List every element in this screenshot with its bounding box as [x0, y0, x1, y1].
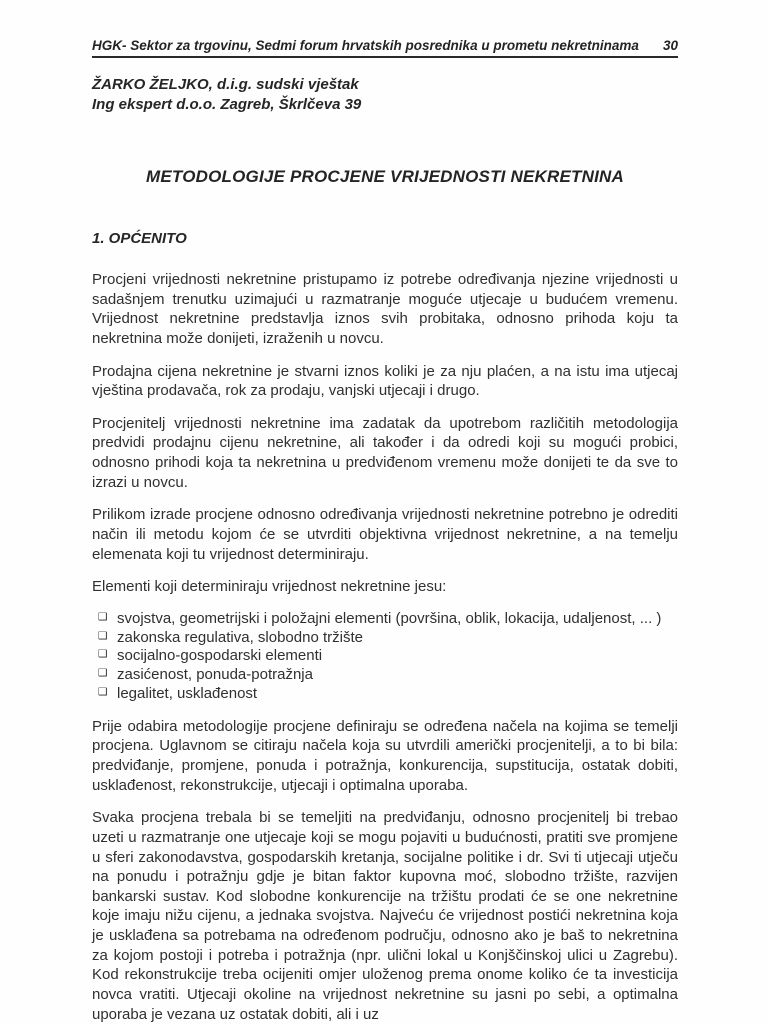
list-item-text: svojstva, geometrijski i položajni elementi (površina, oblik, lokacija, udaljenost, ... ) — [117, 609, 662, 627]
list-intro: Elementi koji determiniraju vrijednost nekretnine jesu: — [92, 578, 447, 596]
paragraph-3: Procjenitelj vrijednosti nekretnine ima zadatak da upotrebom različitih metodologija predvidi prodajnu cijenu nekretnine, ali također i da odredi koji su mogući probici, odnosno prihodi koja ta nekretnina u predviđenom vremenu može donijeti te da sve to izrazi u novcu. — [92, 414, 678, 491]
paragraph-1: Procjeni vrijednosti nekretnine pristupamo iz potrebe određivanja njezine vrijednosti u sadašnjem trenutku uzimajući u razmatranje moguće utjecaje u budućem vremenu. Vrijednost nekretnine predstavlja iznos svih probitaka, odnosno prihoda koju ta nekretnina može donijeti, izraženih u novcu. — [92, 271, 678, 347]
body-copy — [92, 270, 678, 1024]
square-bullet-icon: ❑ — [98, 629, 108, 642]
running-header — [92, 38, 678, 58]
paragraph-6: Svaka procjena trebala bi se temeljiti na predviđanju, odnosno procjenitelj bi trebao uzeti u razmatranje one utjecaje koji se mogu pojaviti u budućnosti, pratiti sve promjene u sferi zakonodavstva, gospodarskih kretanja, socijalne politike i dr. Svi ti utjecaji utječu na ponudu i potražnju gdje je bitan faktor kupovna moć, slobodno tržište, razvijen bankarski sustav. Kod slobodne konkurencije na tržištu prodati će se one nekretnine koje imaju nižu cijenu, a jednaka svojstva. Najveću će vrijednost postići nekretnina koja je usklađena sa potrebama na određenom području, odnosno ako je baš to nekretnina za kojom postoji i potreba i potražnja (npr. ulični lokal u Konjščinskoj ulici u Zagrebu). Kod rekonstrukcije treba ocijeniti omjer uloženog prema onome koliko će ta investicija novca vratiti. Utjecaji okoline na vrijednost nekretnine su jasni po sebi, a optimalna uporaba je vezana uz ostatak dobiti, ali i uz — [92, 809, 678, 1023]
list-item — [92, 610, 678, 629]
author-block — [92, 75, 678, 115]
page-number: 30 — [662, 38, 678, 53]
square-bullet-icon: ❑ — [98, 648, 108, 661]
square-bullet-icon: ❑ — [98, 685, 108, 698]
square-bullet-icon: ❑ — [98, 610, 108, 623]
list-item-text: socijalno-gospodarski elementi — [117, 647, 323, 665]
list-item — [92, 666, 678, 685]
square-bullet-icon: ❑ — [98, 667, 108, 680]
list-item — [92, 685, 678, 704]
list-item — [92, 629, 678, 648]
list-item-text: zasićenost, ponuda-potražnja — [117, 666, 313, 684]
author-affiliation: Ing ekspert d.o.o. Zagreb, Škrlčeva 39 — [92, 96, 362, 113]
paragraph-5: Prije odabira metodologije procjene definiraju se određena načela na kojima se temelji procjena. Uglavnom se citiraju načela koja su utvrdili američki procjenitelji, a to bi bila: predviđanje, promjene, ponuda i potražnja, konkurencija, supstitucija, ostatak dobiti, usklađenost, rekonstrukcije, utjecaji i optimalna uporaba. — [92, 717, 678, 794]
author-name: ŽARKO ŽELJKO, d.i.g. sudski vještak — [92, 76, 359, 93]
determinant-list — [92, 610, 678, 704]
paragraph-4: Prilikom izrade procjene odnosno određivanja vrijednosti nekretnine potrebno je odrediti način ili metodu kojom će se utvrditi objektivna vrijednost nekretnine, a na temelju elemenata koji tu vrijednost determiniraju. — [92, 506, 678, 563]
list-item — [92, 647, 678, 666]
paragraph-2: Prodajna cijena nekretnine je stvarni iznos koliki je za nju plaćen, a na istu ima utjecaj vještina prodavača, rok za prodaju, vanjski utjecaji i drugo. — [92, 362, 678, 400]
document-title: METODOLOGIJE PROCJENE VRIJEDNOSTI NEKRETNINA — [146, 167, 624, 186]
header-title: HGK- Sektor za trgovinu, Sedmi forum hrvatskih posrednika u prometu nekretninama — [92, 38, 639, 53]
list-item-text: zakonska regulativa, slobodno tržište — [117, 628, 363, 646]
section-heading: 1. OPĆENITO — [92, 230, 187, 247]
list-item-text: legalitet, usklađenost — [117, 684, 258, 702]
